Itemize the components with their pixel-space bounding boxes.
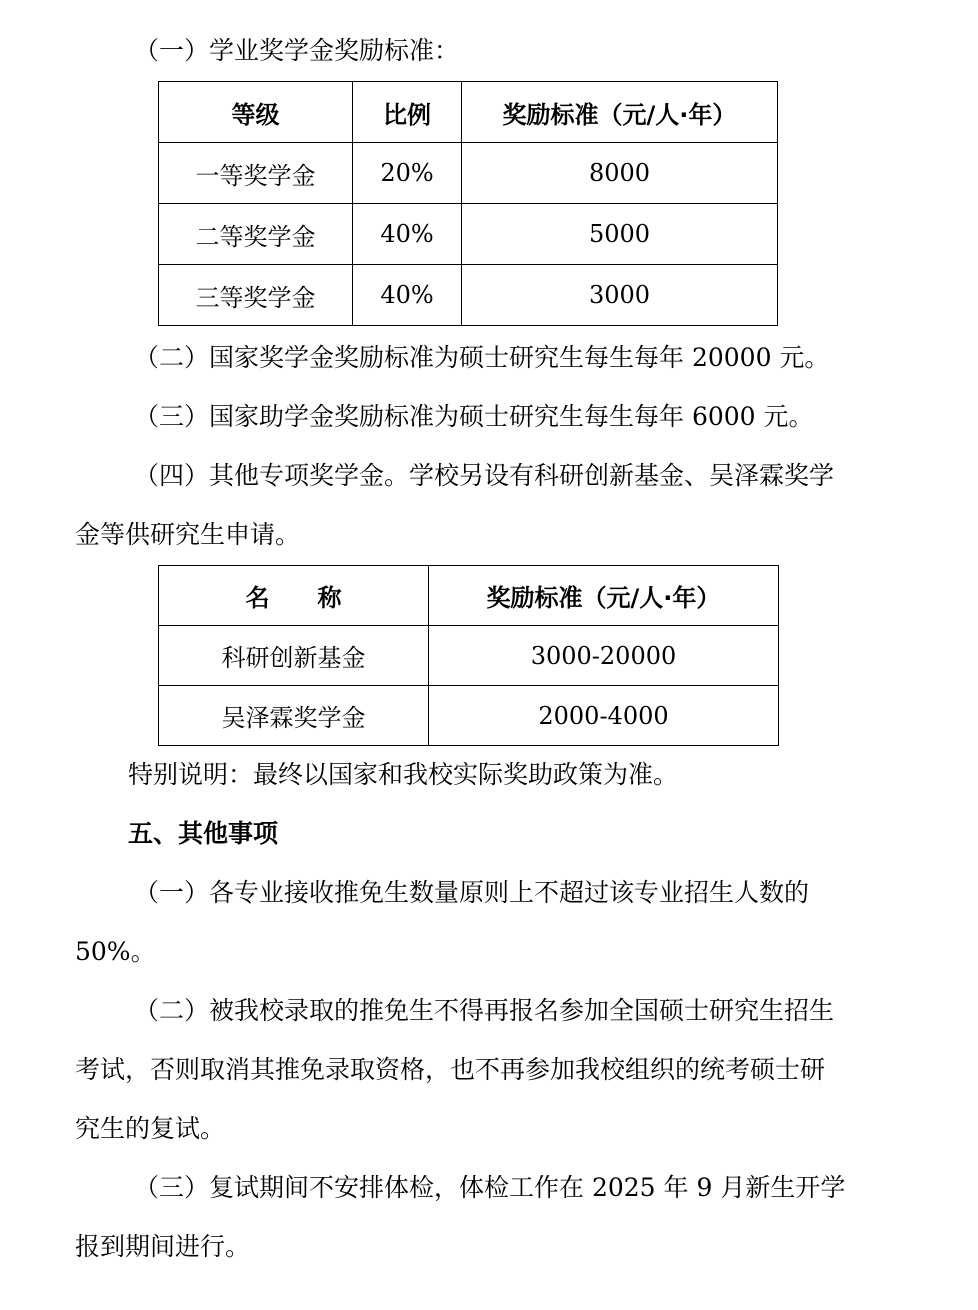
- table-cell: 8000: [462, 143, 778, 204]
- table-cell: 一等奖学金: [159, 143, 353, 204]
- table-cell: 二等奖学金: [159, 204, 353, 265]
- national-scholarship-text: （二）国家奖学金奖励标准为硕士研究生每生每年 20000 元。: [134, 343, 830, 372]
- table-cell: 5000: [462, 204, 778, 265]
- academic-scholarship-table: [158, 81, 778, 326]
- table-header-cell: 奖励标准（元/人·年）: [429, 566, 779, 626]
- special-scholarship-table: [158, 565, 779, 746]
- academic-scholarship-heading: （一）学业奖学金奖励标准：: [134, 36, 460, 65]
- other-scholarship-text-line2: 金等供研究生申请。: [75, 520, 301, 549]
- table-cell: 3000-20000: [429, 626, 779, 686]
- table-header-cell: 奖励标准（元/人·年）: [462, 82, 778, 143]
- item1-text-line2: 50%。: [75, 937, 156, 966]
- item1-text-line1: （一）各专业接收推免生数量原则上不超过该专业招生人数的: [134, 878, 810, 907]
- section-five-title: 五、其他事项: [128, 819, 279, 848]
- table-row: [159, 204, 778, 265]
- other-scholarship-text-line1: （四）其他专项奖学金。学校另设有科研创新基金、吴泽霖奖学: [134, 461, 835, 490]
- table-cell: 科研创新基金: [159, 626, 429, 686]
- table-cell: 2000-4000: [429, 686, 779, 746]
- table-header-cell: 等级: [159, 82, 353, 143]
- item2-text-line1: （二）被我校录取的推免生不得再报名参加全国硕士研究生招生: [134, 996, 835, 1025]
- item3-text-line1: （三）复试期间不安排体检，体检工作在 2025 年 9 月新生开学: [134, 1173, 846, 1202]
- table-header-row: [159, 82, 778, 143]
- national-grant-text: （三）国家助学金奖励标准为硕士研究生每生每年 6000 元。: [134, 402, 814, 431]
- special-note-text: 特别说明：最终以国家和我校实际奖助政策为准。: [128, 760, 679, 789]
- table-cell: 20%: [353, 143, 462, 204]
- table-row: [159, 626, 779, 686]
- item2-text-line2: 考试，否则取消其推免录取资格，也不再参加我校组织的统考硕士研: [75, 1055, 826, 1084]
- item3-text-line2: 报到期间进行。: [75, 1232, 251, 1261]
- item2-text-line3: 究生的复试。: [75, 1114, 226, 1143]
- table-header-row: [159, 566, 779, 626]
- table-cell: 40%: [353, 204, 462, 265]
- table-cell: 40%: [353, 265, 462, 326]
- table-header-cell: 比例: [353, 82, 462, 143]
- table-header-cell: 名 称: [159, 566, 429, 626]
- table-cell: 三等奖学金: [159, 265, 353, 326]
- table-row: [159, 265, 778, 326]
- table-row: [159, 143, 778, 204]
- table-row: [159, 686, 779, 746]
- table-cell: 3000: [462, 265, 778, 326]
- table-cell: 吴泽霖奖学金: [159, 686, 429, 746]
